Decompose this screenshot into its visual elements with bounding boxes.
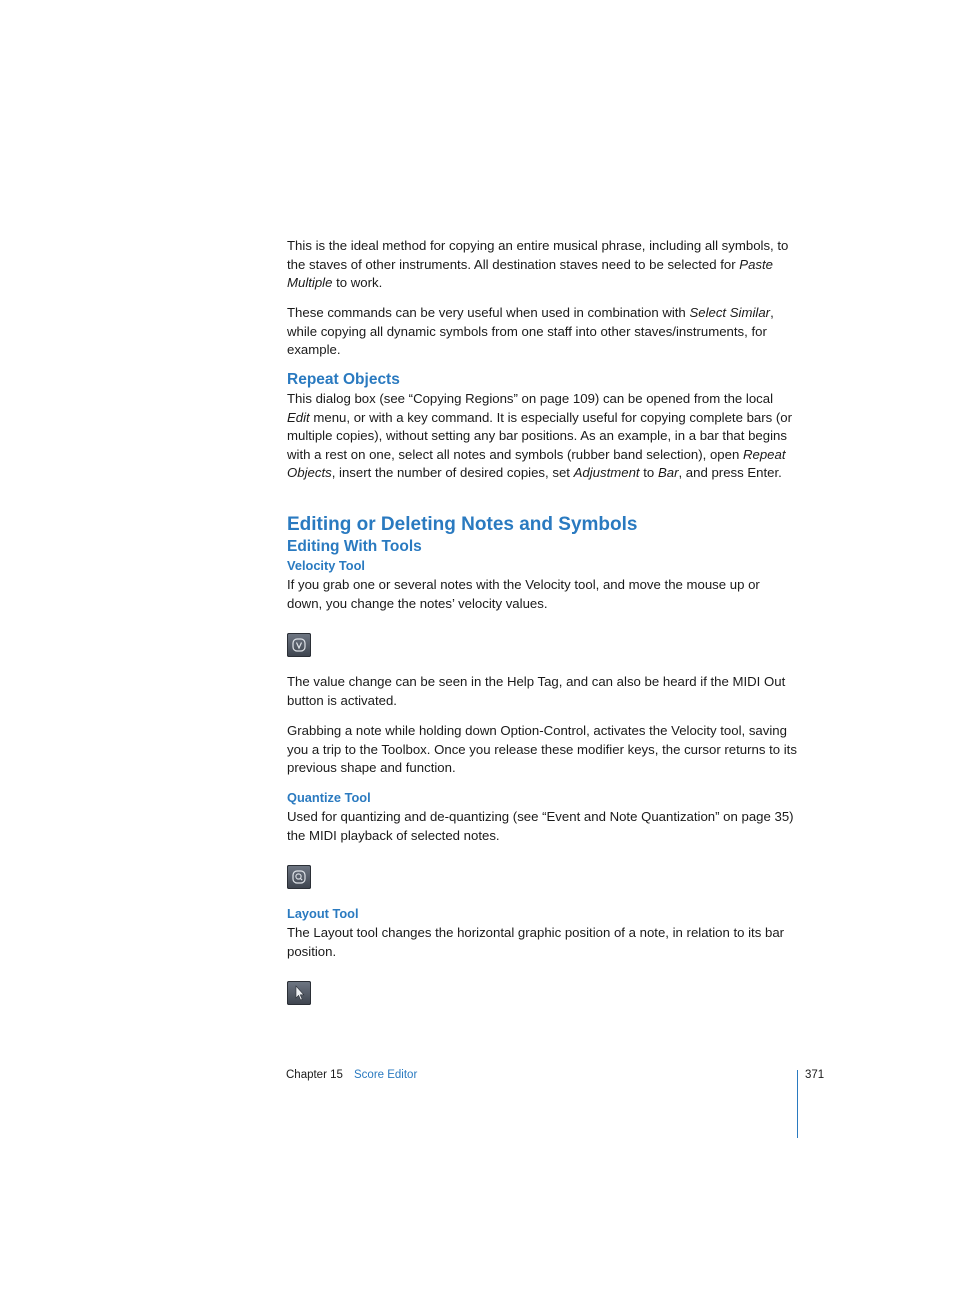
paragraph-quantize-tool: Used for quantizing and de-quantizing (see “Event and Note Quantization” on page 35) the MIDI playback of selected notes. (287, 809, 794, 843)
paragraph-select-similar: These commands can be very useful when used in combination with Select Similar, while copying all dynamic symbols from one staff into other staves/instruments, for example. (287, 305, 774, 358)
quantize-glyph-icon (287, 865, 311, 889)
quantize-tool-icon (287, 865, 311, 889)
paragraph-paste-multiple: This is the ideal method for copying an entire musical phrase, including all symbols, to the staves of other instruments. All destination staves need to be selected for Paste Multiple to work. (287, 238, 789, 291)
velocity-tool-icon (287, 633, 311, 657)
layout-tool-icon (287, 981, 311, 1005)
pointer-arrow-icon (287, 981, 311, 1005)
footer-chapter: Chapter 15 (286, 1069, 343, 1081)
layout-tool-heading: Layout Tool (287, 906, 359, 921)
footer-section-title: Score Editor (354, 1069, 418, 1081)
paragraph-option-control: Grabbing a note while holding down Option-Control, activates the Velocity tool, saving you a trip to the Toolbox. Once you release these modifier keys, the cursor returns to its previous shape and function. (287, 723, 797, 776)
repeat-objects-heading: Repeat Objects (287, 371, 400, 388)
section-heading: Editing or Deleting Notes and Symbols (287, 514, 638, 535)
paragraph-repeat-objects: This dialog box (see “Copying Regions” on page 109) can be opened from the local Edit menu, or with a key command. It is especially useful for copying complete bars (or multiple copies), without setting any bar positions. As an example, in a bar that begins with a rest on one, select all notes and symbols (rubber band selection), open Repeat Objects, insert the number of desired copies, set Adjustment to Bar, and press Enter. (287, 391, 793, 481)
page-number: 371 (805, 1069, 825, 1081)
footer-divider (797, 1070, 798, 1138)
paragraph-layout-tool: The Layout tool changes the horizontal graphic position of a note, in relation to its bar position. (287, 925, 785, 959)
subsection-heading: Editing With Tools (287, 538, 422, 555)
velocity-glyph-icon (287, 633, 311, 657)
velocity-tool-heading: Velocity Tool (287, 558, 365, 573)
paragraph-help-tag: The value change can be seen in the Help Tag, and can also be heard if the MIDI Out button is activated. (287, 674, 786, 708)
paragraph-velocity-tool: If you grab one or several notes with the Velocity tool, and move the mouse up or down, you change the notes’ velocity values. (287, 577, 760, 611)
quantize-tool-heading: Quantize Tool (287, 790, 371, 805)
